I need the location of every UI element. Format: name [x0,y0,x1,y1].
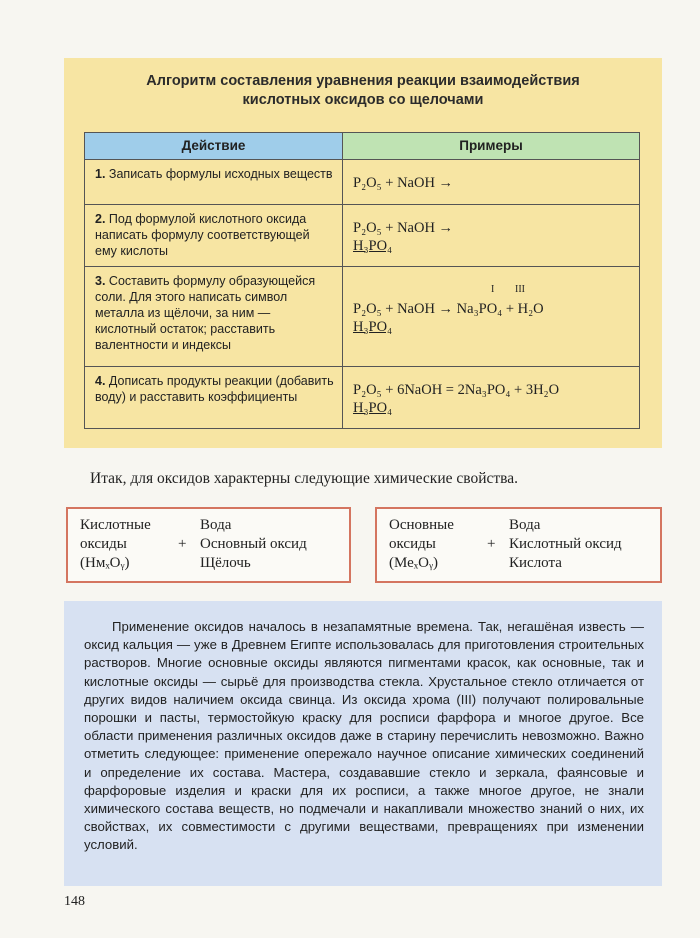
history-note-text: Применение оксидов началось в незапамятные времена. Так, негашёная известь — оксид кальция — уже в Древнем Египте использовалась для приготовления строительных растворов. Многие основные оксиды являются пигментами красок, как основные, так и кислотные оксиды — сырьё для производства стекла. Хрустальное стекло отличается от других видов наличием оксида свинца. Из оксида хрома (III) получают полировальные порошки и пасты, термостойкую краску для росписи фарфора и многое другое. Все области применения различных оксидов даже в старину перечислить невозможно. Важно отметить следующее: применение опережало научное описание химических соединений и определение их состава. Мастера, создававшие стекло и зеркала, фаянсовые и фарфоровые изделия и краски для их росписи, а также многое другое, не знали химического состава веществ, но подмечали и накапливали множество знаний о них, их свойствах, их совместимости с другими веществами, превращениях при изменении условий. [84,619,644,853]
step-action: 3. Составить формулу образующейся соли. Для этого написать символ металла из щёлочи, за ним — кислотный остаток; расставить валентности и индексы [85,267,343,367]
step-action: 1. Записать формулы исходных веществ [85,160,343,205]
table-row [85,367,640,429]
header-examples: Примеры [343,133,640,160]
valence-metal: I [491,283,495,295]
step-action: 2. Под формулой кислотного оксида написать формулу соответствующей ему кислоты [85,205,343,267]
page-number: 148 [64,894,85,909]
valence-anion: III [515,283,525,295]
table-row [85,267,640,367]
step-example: P₂O₅ + 6NaOH = 2Na₃PO₄ + 3H₂O H₃PO₄ [343,367,640,429]
table-row [85,205,640,267]
algorithm-table [84,132,640,429]
table-header-row [85,133,640,160]
step-example: P₂O₅ + NaOH → [343,160,640,205]
table-row [85,160,640,205]
acidic-oxides-box: Кислотные оксиды (НмₓOᵧ) + Вода Основный оксид Щёлочь [66,507,351,583]
header-action: Действие [85,133,343,160]
step-example: I III P₂O₅ + NaOH → Na₃PO₄ + H₂O H₃PO₄ [343,267,640,367]
history-note-box [64,601,662,886]
step-example: P₂O₅ + NaOH → H₃PO₄ [343,205,640,267]
algorithm-box [64,58,662,448]
algorithm-title: Алгоритм составления уравнения реакции взаимодействия кислотных оксидов со щелочами [146,73,580,108]
intro-text: Итак, для оксидов характерны следующие химические свойства. [90,470,519,487]
plus-sign: + [487,536,496,552]
basic-oxides-box: Основные оксиды (МеₓOᵧ) + Вода Кислотный оксид Кислота [375,507,662,583]
plus-sign: + [178,536,187,552]
step-action: 4. Дописать продукты реакции (добавить воду) и расставить коэффициенты [85,367,343,429]
